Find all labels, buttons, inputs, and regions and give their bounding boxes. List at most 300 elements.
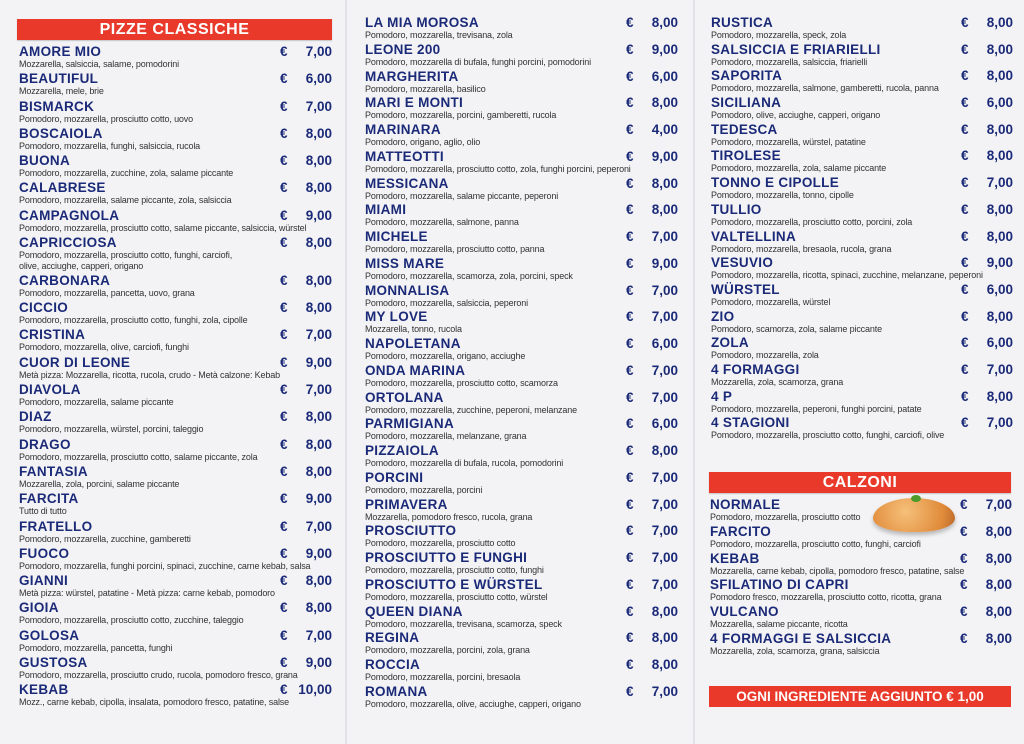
menu-column-2: [365, 15, 678, 711]
item-name: LA MIA MOROSA: [365, 15, 479, 30]
extra-ingredient-note: OGNI INGREDIENTE AGGIUNTO € 1,00: [709, 686, 1011, 707]
menu-item: [19, 126, 332, 153]
item-name: DRAGO: [19, 436, 71, 452]
menu-item: [19, 327, 332, 354]
price-value: 8,00: [651, 630, 678, 646]
menu-item: [710, 551, 1012, 578]
item-description: Pomodoro, mozzarella, trevisana, zola: [365, 30, 513, 40]
calzone-image: [873, 498, 955, 532]
menu-item: [365, 577, 678, 604]
price-value: 7,00: [986, 415, 1013, 431]
price-value: 9,00: [651, 148, 678, 164]
item-description: Pomodoro, mozzarella, olive, carciofi, funghi: [19, 342, 189, 353]
item-description: Pomodoro, mozzarella di bufala, funghi porcini, pomodorini: [365, 56, 591, 67]
item-name: PARMIGIANA: [365, 416, 454, 432]
price-value: 7,00: [305, 518, 332, 534]
price-value: 8,00: [305, 272, 332, 288]
currency-symbol: €: [961, 335, 969, 351]
price-value: 9,00: [305, 545, 332, 561]
item-description: Pomodoro, mozzarella, salmone, panna: [365, 217, 519, 228]
menu-item: [365, 42, 678, 69]
currency-symbol: €: [280, 382, 288, 398]
menu-item: [19, 655, 332, 682]
price-value: 4,00: [651, 122, 678, 137]
currency-symbol: €: [961, 255, 969, 271]
menu-column-1: [19, 44, 332, 710]
item-name: FARCITA: [19, 491, 79, 507]
item-name: SAPORITA: [711, 68, 783, 84]
item-description: Mozzarella, pomodoro fresco, rucola, grana: [365, 511, 533, 522]
menu-item: [365, 283, 678, 310]
item-description: Mozzarella, zola, scamorza, grana, salsiccia: [710, 645, 880, 656]
menu-item: [365, 550, 678, 577]
menu-item: [19, 464, 332, 491]
price-value: 8,00: [651, 603, 678, 619]
currency-symbol: €: [280, 655, 288, 671]
currency-symbol: €: [961, 201, 969, 217]
currency-symbol: €: [626, 15, 634, 30]
price-value: 8,00: [305, 463, 332, 479]
currency-symbol: €: [280, 682, 288, 698]
price-value: 7,00: [651, 282, 678, 298]
price-value: 7,00: [305, 627, 332, 643]
currency-symbol: €: [626, 68, 634, 84]
item-description: Mozzarella, zola, scamorza, grana: [711, 376, 844, 387]
currency-symbol: €: [961, 121, 969, 137]
item-description: Pomodoro, mozzarella, zucchine, zola, salame piccante: [19, 168, 234, 179]
item-name: MESSICANA: [365, 175, 449, 191]
item-name: BOSCAIOLA: [19, 125, 103, 141]
currency-symbol: €: [280, 235, 288, 251]
currency-symbol: €: [626, 95, 634, 111]
currency-symbol: €: [280, 207, 288, 223]
price-value: 8,00: [305, 153, 332, 169]
price-value: 8,00: [651, 95, 678, 111]
menu-item: [19, 437, 332, 464]
currency-symbol: €: [280, 436, 288, 452]
currency-symbol: €: [960, 497, 968, 512]
item-description: Metà pizza: würstel, patatine - Metà pizza: carne kebab, pomodoro: [19, 588, 275, 599]
item-description: Pomodoro, mozzarella, porcini, gamberetti, rucola: [365, 110, 557, 121]
item-name: SICILIANA: [711, 95, 782, 111]
item-name: GOLOSA: [19, 627, 80, 643]
menu-item: [711, 255, 1013, 282]
menu-item: [19, 180, 332, 207]
item-name: 4 FORMAGGI: [711, 361, 800, 377]
price-value: 7,00: [651, 576, 678, 592]
price-value: 8,00: [305, 409, 332, 425]
price-value: 6,00: [986, 281, 1013, 297]
item-name: TIROLESE: [711, 148, 781, 164]
item-description: Mozzarella, mele, brie: [19, 86, 104, 97]
item-name: SALSICCIA E FRIARIELLI: [711, 41, 881, 57]
currency-symbol: €: [280, 153, 288, 169]
menu-item: [711, 122, 1013, 149]
item-description: Mozzarella, carne kebab, cipolla, pomodoro fresco, patatine, salse: [710, 565, 965, 576]
price-value: 7,00: [651, 496, 678, 512]
price-value: 8,00: [986, 121, 1013, 137]
menu-item: [711, 389, 1013, 416]
currency-symbol: €: [280, 491, 288, 507]
price-value: 8,00: [305, 600, 332, 616]
menu-item: [19, 300, 332, 327]
menu-item: [365, 122, 678, 149]
item-name: MIAMI: [365, 202, 407, 218]
menu-item: [710, 524, 1012, 551]
menu-item: [711, 148, 1013, 175]
currency-symbol: €: [280, 180, 288, 196]
price-value: 6,00: [651, 416, 678, 432]
menu-item: [19, 600, 332, 627]
item-description: Pomodoro, mozzarella, origano, acciughe: [365, 351, 526, 361]
currency-symbol: €: [626, 443, 634, 458]
item-name: 4 FORMAGGI E SALSICCIA: [710, 630, 892, 646]
price-value: 8,00: [651, 657, 678, 672]
item-name: GUSTOSA: [19, 655, 88, 671]
price-value: 7,00: [305, 44, 332, 59]
item-name: ORTOLANA: [365, 389, 444, 405]
page-fold: [693, 0, 695, 744]
item-description: Pomodoro, mozzarella, olive, acciughe, capperi, origano: [365, 698, 581, 709]
menu-item: [711, 15, 1013, 42]
menu-item: [365, 69, 678, 96]
page-fold: [345, 0, 347, 744]
item-description: Pomodoro, mozzarella, bresaola, rucola, grana: [711, 243, 892, 254]
item-name: FARCITO: [710, 523, 772, 539]
price-value: 7,00: [651, 469, 678, 485]
currency-symbol: €: [626, 389, 634, 405]
currency-symbol: €: [961, 308, 969, 324]
menu-item: [365, 15, 678, 42]
menu-item: [711, 335, 1013, 362]
item-name: MARGHERITA: [365, 68, 459, 84]
menu-item: [365, 229, 678, 256]
calzoni-list: [710, 497, 1012, 658]
item-name: 4 P: [711, 388, 733, 404]
item-description: Pomodoro, mozzarella, salmone, gamberetti, rucola, panna: [711, 83, 939, 94]
item-name: DIAZ: [19, 409, 52, 425]
currency-symbol: €: [961, 281, 969, 297]
item-name: REGINA: [365, 630, 420, 646]
currency-symbol: €: [626, 576, 634, 592]
currency-symbol: €: [960, 604, 968, 620]
currency-symbol: €: [626, 550, 634, 565]
item-description: Mozzarella, zola, porcini, salame piccante: [19, 478, 180, 489]
item-name: PIZZAIOLA: [365, 443, 439, 458]
currency-symbol: €: [626, 202, 634, 218]
price-value: 8,00: [986, 388, 1013, 404]
currency-symbol: €: [280, 300, 288, 316]
menu-item: [710, 497, 1012, 524]
item-name: CARBONARA: [19, 272, 111, 288]
price-value: 8,00: [651, 443, 678, 458]
currency-symbol: €: [626, 175, 634, 191]
menu-item: [19, 273, 332, 300]
currency-symbol: €: [626, 603, 634, 619]
menu-item: [365, 336, 678, 363]
item-name: KEBAB: [19, 682, 69, 698]
currency-symbol: €: [961, 175, 969, 191]
item-name: CICCIO: [19, 300, 69, 316]
price-value: 7,00: [305, 327, 332, 343]
price-value: 7,00: [305, 382, 332, 398]
menu-item: [365, 149, 678, 176]
currency-symbol: €: [280, 125, 288, 141]
currency-symbol: €: [626, 496, 634, 512]
currency-symbol: €: [280, 354, 288, 370]
pizze-classiche-header: PIZZE CLASSICHE: [17, 19, 332, 40]
currency-symbol: €: [280, 71, 288, 87]
price-value: 7,00: [986, 175, 1013, 191]
calzoni-header: CALZONI: [709, 472, 1011, 493]
price-value: 8,00: [305, 125, 332, 141]
price-value: 8,00: [651, 202, 678, 218]
item-description: Pomodoro, mozzarella, prosciutto cotto, funghi, carciofi: [710, 538, 921, 549]
item-description: Pomodoro, mozzarella, peperoni, funghi porcini, patate: [711, 403, 922, 414]
menu-item: [19, 235, 332, 273]
currency-symbol: €: [280, 409, 288, 425]
menu-item: [19, 491, 332, 518]
price-value: 9,00: [305, 655, 332, 671]
item-description: Mozzarella, salame piccante, ricotta: [710, 619, 848, 630]
menu-item: [711, 42, 1013, 69]
menu-item: [19, 44, 332, 71]
menu-item: [19, 519, 332, 546]
item-description: Pomodoro, mozzarella, prosciutto cotto, scamorza: [365, 377, 558, 388]
currency-symbol: €: [626, 523, 634, 539]
item-name: SFILATINO DI CAPRI: [710, 577, 849, 593]
item-description: Pomodoro, mozzarella, funghi porcini, spinaci, zucchine, carne kebab, salsa: [19, 560, 311, 571]
currency-symbol: €: [626, 362, 634, 378]
item-name: NORMALE: [710, 497, 781, 512]
menu-item: [711, 309, 1013, 336]
price-value: 8,00: [305, 573, 332, 589]
menu-item: [710, 577, 1012, 604]
item-name: MICHELE: [365, 229, 428, 244]
item-description: Pomodoro, mozzarella, prosciutto cotto: [365, 538, 516, 549]
menu-item: [711, 68, 1013, 95]
menu-item: [365, 176, 678, 203]
item-description: Pomodoro, mozzarella, porcini: [365, 484, 483, 495]
currency-symbol: €: [626, 683, 634, 699]
price-value: 6,00: [986, 335, 1013, 351]
item-description: Pomodoro, mozzarella, prosciutto cotto, würstel: [365, 591, 548, 602]
currency-symbol: €: [961, 41, 969, 57]
menu-column-3: [711, 15, 1013, 442]
item-name: MATTEOTTI: [365, 148, 444, 164]
currency-symbol: €: [280, 627, 288, 643]
item-description: Pomodoro, mozzarella, salame piccante, zola, salsiccia: [19, 195, 232, 206]
menu-item: [19, 99, 332, 126]
item-name: MARI E MONTI: [365, 95, 464, 111]
item-name: MONNALISA: [365, 282, 450, 298]
menu-item: [19, 409, 332, 436]
currency-symbol: €: [280, 327, 288, 343]
price-value: 6,00: [651, 336, 678, 351]
item-name: BEAUTIFUL: [19, 71, 99, 87]
item-name: RUSTICA: [711, 15, 774, 30]
price-value: 7,00: [651, 229, 678, 244]
item-name: LEONE 200: [365, 41, 441, 57]
item-name: MY LOVE: [365, 309, 428, 325]
item-description: Pomodoro, mozzarella, würstel, patatine: [711, 136, 866, 147]
item-description: Pomodoro, mozzarella, salsiccia, friarielli: [711, 56, 868, 67]
item-name: CRISTINA: [19, 327, 86, 343]
currency-symbol: €: [961, 95, 969, 111]
item-name: ONDA MARINA: [365, 362, 466, 378]
item-name: BISMARCK: [19, 98, 95, 114]
price-value: 9,00: [651, 255, 678, 271]
price-value: 7,00: [986, 361, 1013, 377]
item-name: GIOIA: [19, 600, 59, 616]
item-description: Pomodoro, mozzarella, würstel: [711, 296, 831, 307]
currency-symbol: €: [626, 309, 634, 325]
menu-item: [710, 604, 1012, 631]
item-name: PORCINI: [365, 469, 424, 485]
menu-item: [365, 523, 678, 550]
item-name: DIAVOLA: [19, 382, 81, 398]
currency-symbol: €: [626, 122, 634, 137]
price-value: 8,00: [305, 300, 332, 316]
item-description: Metà pizza: Mozzarella, ricotta, rucola, crudo - Metà calzone: Kebab: [19, 369, 280, 380]
currency-symbol: €: [626, 469, 634, 485]
item-name: KEBAB: [710, 550, 760, 566]
item-name: MISS MARE: [365, 255, 445, 271]
menu-item: [365, 443, 678, 470]
menu-item: [19, 682, 332, 709]
menu-item: [711, 415, 1013, 442]
menu-item: [19, 546, 332, 573]
currency-symbol: €: [961, 361, 969, 377]
item-description: Pomodoro, mozzarella, prosciutto cotto, zucchine, taleggio: [19, 615, 244, 626]
currency-symbol: €: [280, 463, 288, 479]
item-description: Pomodoro, mozzarella, prosciutto cotto, funghi, carciofi, olive: [711, 430, 945, 441]
item-description: Pomodoro, mozzarella, melanzane, grana: [365, 431, 527, 442]
item-description: Pomodoro, origano, aglio, olio: [365, 137, 481, 147]
price-value: 8,00: [986, 68, 1013, 84]
item-name: 4 STAGIONI: [711, 415, 790, 431]
price-value: 9,00: [305, 207, 332, 223]
menu-item: [711, 282, 1013, 309]
item-description: Pomodoro, mozzarella, pancetta, funghi: [19, 642, 173, 653]
item-description: Mozzarella, tonno, rucola: [365, 324, 462, 335]
item-description: Pomodoro, mozzarella, scamorza, zola, porcini, speck: [365, 270, 573, 281]
price-value: 6,00: [986, 95, 1013, 111]
menu-item: [19, 628, 332, 655]
item-name: MARINARA: [365, 122, 441, 137]
price-value: 9,00: [651, 41, 678, 57]
currency-symbol: €: [626, 148, 634, 164]
item-name: TULLIO: [711, 201, 762, 217]
price-value: 8,00: [986, 228, 1013, 244]
menu-item: [19, 355, 332, 382]
menu-item: [365, 390, 678, 417]
item-description: Pomodoro, mozzarella, prosciutto cotto, porcini, zola: [711, 216, 913, 227]
currency-symbol: €: [961, 388, 969, 404]
item-description: Pomodoro, mozzarella, trevisana, scamorza, speck: [365, 618, 562, 629]
menu-item: [365, 630, 678, 657]
item-description: Pomodoro, mozzarella, prosciutto cotto, funghi: [365, 565, 544, 575]
currency-symbol: €: [626, 657, 634, 672]
price-value: 7,00: [651, 309, 678, 325]
currency-symbol: €: [626, 41, 634, 57]
currency-symbol: €: [280, 573, 288, 589]
price-value: 10,00: [298, 682, 332, 698]
menu-item: [711, 362, 1013, 389]
price-value: 8,00: [985, 604, 1012, 620]
currency-symbol: €: [960, 630, 968, 646]
item-description: Mozz., carne kebab, cipolla, insalata, pomodoro fresco, patatine, salse: [19, 697, 290, 708]
menu-item: [365, 657, 678, 684]
price-value: 8,00: [305, 436, 332, 452]
item-description: Pomodoro, mozzarella, basilico: [365, 83, 486, 94]
currency-symbol: €: [960, 523, 968, 539]
item-description: Pomodoro, mozzarella, zucchine, gamberetti: [19, 533, 191, 544]
price-value: 8,00: [986, 41, 1013, 57]
item-name: ZOLA: [711, 335, 749, 351]
item-description: Pomodoro, mozzarella, speck, zola: [711, 30, 847, 40]
menu-item: [19, 382, 332, 409]
price-value: 8,00: [985, 523, 1012, 539]
price-value: 7,00: [305, 98, 332, 114]
item-description: Pomodoro, mozzarella, prosciutto cotto, zola, funghi porcini, peperoni: [365, 163, 631, 174]
price-value: 9,00: [305, 354, 332, 370]
currency-symbol: €: [280, 98, 288, 114]
menu-item: [711, 95, 1013, 122]
menu-item: [19, 573, 332, 600]
item-name: ZIO: [711, 308, 735, 324]
menu-item: [365, 604, 678, 631]
menu-item: [365, 202, 678, 229]
menu-item: [19, 208, 332, 235]
price-value: 8,00: [985, 577, 1012, 593]
item-name: AMORE MIO: [19, 44, 102, 59]
currency-symbol: €: [626, 336, 634, 351]
price-value: 8,00: [985, 550, 1012, 566]
currency-symbol: €: [961, 415, 969, 431]
price-value: 8,00: [651, 15, 678, 30]
menu-item: [711, 175, 1013, 202]
currency-symbol: €: [280, 272, 288, 288]
currency-symbol: €: [280, 600, 288, 616]
currency-symbol: €: [960, 550, 968, 566]
item-name: CAPRICCIOSA: [19, 235, 117, 251]
item-description: Pomodoro, mozzarella, prosciutto cotto: [710, 512, 861, 522]
item-description: Pomodoro, mozzarella, ricotta, spinaci, zucchine, melanzane, peperoni: [711, 270, 983, 281]
item-name: PROSCIUTTO E FUNGHI: [365, 550, 528, 565]
item-name: TONNO E CIPOLLE: [711, 175, 840, 191]
menu-item: [365, 309, 678, 336]
price-value: 9,00: [986, 255, 1013, 271]
item-name: VULCANO: [710, 604, 779, 620]
currency-symbol: €: [961, 228, 969, 244]
item-description: Pomodoro, olive, acciughe, capperi, origano: [711, 110, 881, 121]
currency-symbol: €: [280, 44, 288, 59]
item-description: Pomodoro, mozzarella, salame piccante: [19, 397, 174, 408]
currency-symbol: €: [626, 282, 634, 298]
item-description: Pomodoro, mozzarella, salame piccante, peperoni: [365, 190, 559, 201]
item-description: Pomodoro, mozzarella, funghi, salsiccia, rucola: [19, 140, 201, 151]
price-value: 8,00: [651, 175, 678, 191]
item-name: CALABRESE: [19, 180, 106, 196]
menu-item: [365, 497, 678, 524]
price-value: 6,00: [651, 68, 678, 84]
price-value: 8,00: [305, 180, 332, 196]
currency-symbol: €: [961, 68, 969, 84]
price-value: 8,00: [986, 308, 1013, 324]
item-description: Pomodoro, mozzarella, prosciutto cotto, salame piccante, salsiccia, würstel: [19, 222, 307, 233]
menu-item: [365, 256, 678, 283]
